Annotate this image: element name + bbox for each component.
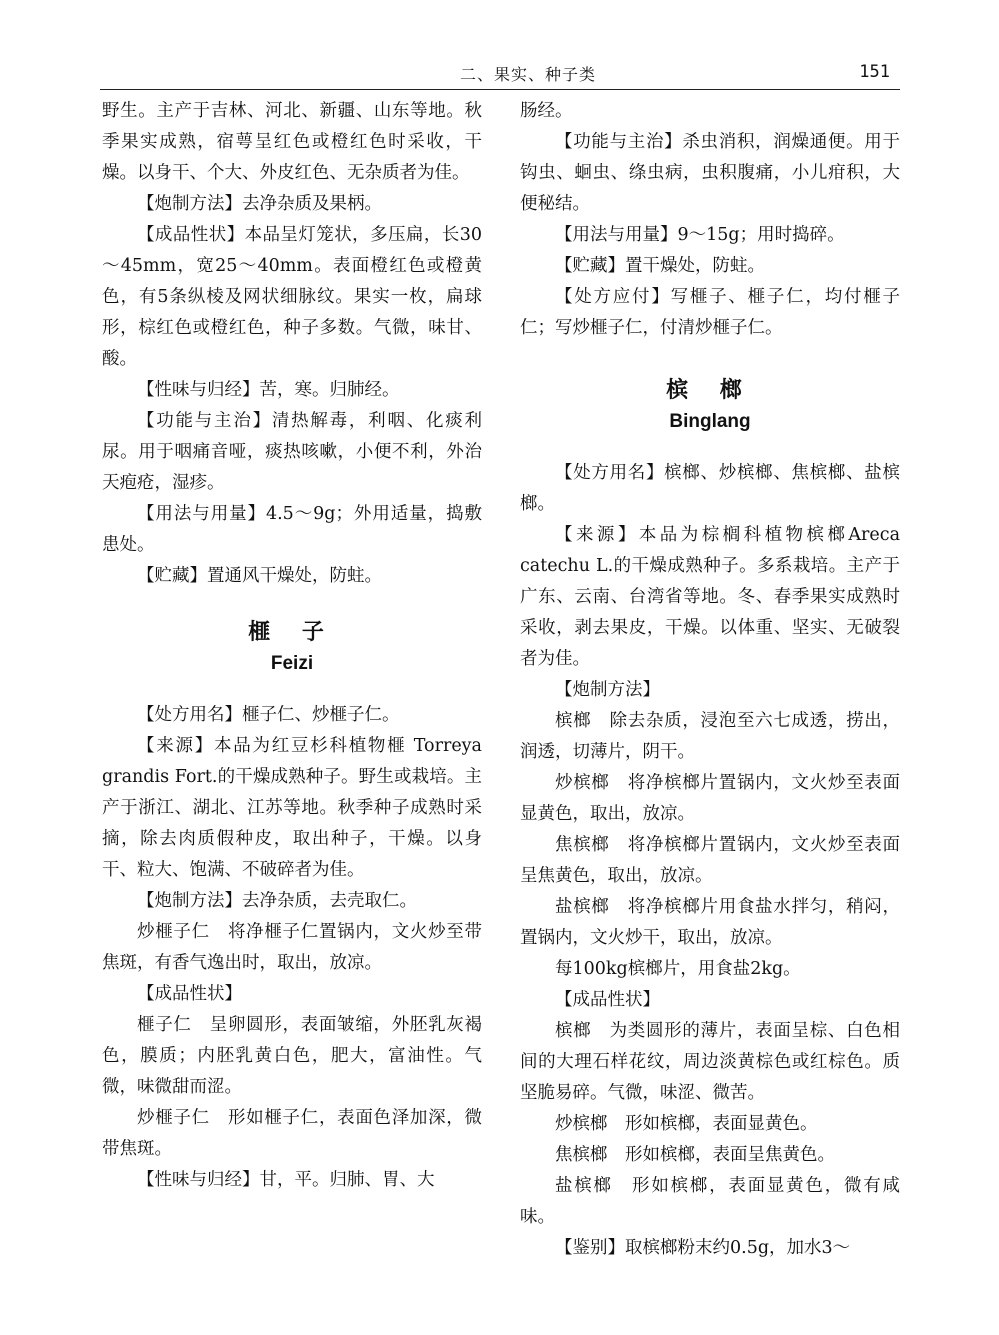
paragraph: 【贮藏】置通风干燥处，防蛀。 xyxy=(137,566,382,586)
paragraph: 【炮制方法】去净杂质及果柄。 xyxy=(137,194,382,214)
paragraph: 【用法与用量】4.5～9g；外用适量，捣敷患处。 xyxy=(102,504,482,555)
paragraph: 【处方用名】榧子仁、炒榧子仁。 xyxy=(137,705,400,725)
entry-pinyin: Binglang xyxy=(669,411,751,432)
paragraph: 【性味与归经】甘，平。归肺、胃、大 xyxy=(137,1170,435,1190)
paragraph: 焦槟榔 形如槟榔，表面呈焦黄色。 xyxy=(555,1145,835,1165)
right-column xyxy=(520,96,900,1264)
left-column xyxy=(102,96,482,1196)
paragraph: 炒槟榔 形如槟榔，表面显黄色。 xyxy=(555,1114,818,1134)
paragraph: 【处方用名】槟榔、炒槟榔、焦槟榔、盐槟榔。 xyxy=(520,463,900,514)
paragraph: 【用法与用量】9～15g；用时捣碎。 xyxy=(555,225,845,245)
paragraph: 【成品性状】 xyxy=(555,990,660,1010)
paragraph: 榧子仁 呈卵圆形，表面皱缩，外胚乳灰褐色，膜质；内胚乳黄白色，肥大，富油性。气微，味微甜而涩。 xyxy=(102,1015,482,1097)
entry-title: 榧 子 xyxy=(248,619,336,645)
entry-heading-feizi xyxy=(102,614,482,678)
paragraph: 【成品性状】本品呈灯笼状，多压扁，长30～45mm，宽25～40mm。表面橙红色或橙黄色，有5条纵棱及网状细脉纹。果实一枚，扁球形，棕红色或橙红色，种子多数。气微，味甘、酸。 xyxy=(102,225,482,369)
page-header xyxy=(100,58,900,88)
paragraph: 【功能与主治】杀虫消积，润燥通便。用于钩虫、蛔虫、绦虫病，虫积腹痛，小儿疳积，大便秘结。 xyxy=(520,132,900,214)
paragraph: 每100kg槟榔片，用食盐2kg。 xyxy=(555,959,801,979)
paragraph: 【贮藏】置干燥处，防蛀。 xyxy=(555,256,765,276)
paragraph: 【炮制方法】 xyxy=(555,680,660,700)
header-rule xyxy=(100,89,900,90)
paragraph: 【来源】本品为棕榈科植物槟榔Areca catechu L.的干燥成熟种子。多系栽培。主产于广东、云南、台湾省等地。冬、春季果实成熟时采收，剥去果皮，干燥。以体重、坚实、无破裂者为佳。 xyxy=(520,525,900,669)
paragraph: 盐槟榔 形如槟榔，表面显黄色，微有咸味。 xyxy=(520,1176,900,1227)
page-number: 151 xyxy=(859,62,890,82)
entry-title: 槟 榔 xyxy=(666,377,754,403)
paragraph: 槟榔 除去杂质，浸泡至六七成透，捞出，润透，切薄片，阴干。 xyxy=(520,711,900,762)
paragraph: 【鉴别】取槟榔粉末约0.5g，加水3～ xyxy=(555,1238,851,1258)
paragraph: 肠经。 xyxy=(520,101,573,121)
running-title: 二、果实、种子类 xyxy=(460,65,597,84)
paragraph: 炒榧子仁 形如榧子仁，表面色泽加深，微带焦斑。 xyxy=(102,1108,482,1159)
paragraph: 【性味与归经】苦，寒。归肺经。 xyxy=(137,380,400,400)
paragraph: 【处方应付】写榧子、榧子仁，均付榧子仁；写炒榧子仁，付清炒榧子仁。 xyxy=(520,287,900,338)
entry-heading-binglang xyxy=(520,372,900,436)
paragraph: 焦槟榔 将净槟榔片置锅内，文火炒至表面呈焦黄色，取出，放凉。 xyxy=(520,835,900,886)
entry-pinyin: Feizi xyxy=(270,653,314,674)
paragraph: 盐槟榔 将净槟榔片用食盐水拌匀，稍闷，置锅内，文火炒干，取出，放凉。 xyxy=(520,897,900,948)
paragraph: 炒槟榔 将净槟榔片置锅内，文火炒至表面显黄色，取出，放凉。 xyxy=(520,773,900,824)
paragraph: 槟榔 为类圆形的薄片，表面呈棕、白色相间的大理石样花纹，周边淡黄棕色或红棕色。质坚脆易碎。气微，味涩、微苦。 xyxy=(520,1021,900,1103)
paragraph: 【炮制方法】去净杂质，去壳取仁。 xyxy=(137,891,417,911)
paragraph: 炒榧子仁 将净榧子仁置锅内，文火炒至带焦斑，有香气逸出时，取出，放凉。 xyxy=(102,922,482,973)
paragraph: 野生。主产于吉林、河北、新疆、山东等地。秋季果实成熟，宿萼呈红色或橙红色时采收，干燥。以身干、个大、外皮红色、无杂质者为佳。 xyxy=(102,101,482,183)
paragraph: 【功能与主治】清热解毒，利咽、化痰利尿。用于咽痛音哑，痰热咳嗽，小便不利，外治天疱疮，湿疹。 xyxy=(102,411,482,493)
paragraph: 【成品性状】 xyxy=(137,984,242,1004)
paragraph: 【来源】本品为红豆杉科植物榧 Torreya grandis Fort.的干燥成熟种子。野生或栽培。主产于浙江、湖北、江苏等地。秋季种子成熟时采摘，除去肉质假种皮，取出种子，干燥。以身干、粒大、饱满、不破碎者为佳。 xyxy=(102,736,482,880)
